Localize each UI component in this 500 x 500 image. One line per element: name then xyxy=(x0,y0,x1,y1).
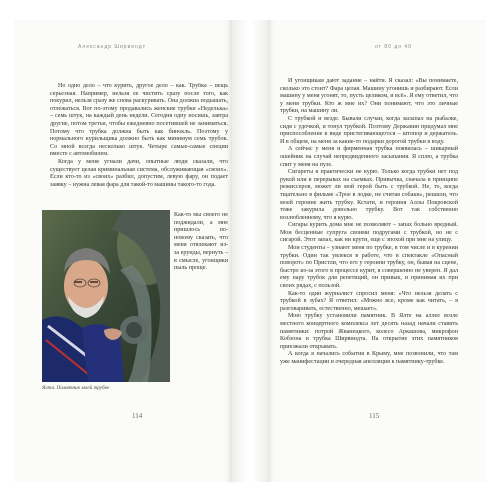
right-paragraph: Сигареты я практически не курю. Только когда трубки нет под рукой или в перерывах на съемках. Привычка, сначала в принципе режиссеров, может ли мой герой быть с трубкой. Не, то, когда тщательно в фильме «Трое в лодке, не считая собаки», решили, что моей героине жить трубку. Кстати, и героиня Аллы Покровской тоже закурила довольно трубку. Вот так собственно возлюбленному, что я курю. xyxy=(280,169,458,221)
photo-caption: Ялта. Памятник моей трубке xyxy=(42,385,110,391)
right-paragraph: Мои студенты – узнают меня по трубке, в том числе и в курении трубки. Один так увлекся в работе, что в спектакле «Опасный поворот» по Пристли, что его у героини трубку, он, бывая на сцене, быстро из-за этого в процессе курит, я совершенно не уверен. Я дал ему пару трубок для репетиций, он привык, и принимая их при своих рядах, с пользой. xyxy=(280,245,458,290)
photo-illustration xyxy=(42,210,170,382)
running-head-left: Александр Ширвиндт xyxy=(78,44,146,50)
left-text-block xyxy=(50,83,228,205)
page-number-right: 115 xyxy=(369,412,380,420)
book-gutter xyxy=(232,20,268,482)
author-photo xyxy=(42,210,170,382)
left-paragraph: Но одно дело – что курить, другое дело – как. Трубка – вещь серьезная. Например, нельзя ее чистить сразу после того, как покурил, нельзя сразу же снова раскуривать. Она должна подышать, отлежаться. Вот по-этому продавались женские трубки «Неделька» – семь штук, на каждый день недели. Сегодня одну носишь, завтра другие, потом третьи, чтобы ежедневно посетившей не заниматься. Потому что трубка должна быть как бинокль. Поэтому у нормального курильщика должно быть как минимум семь трубок. Со мной всегда несколько штук. Четыре самые-самые специи вместе с автомобилем. xyxy=(50,83,228,158)
right-paragraph: А сейчас у меня и фирменная трубка появилась – шикарный ошейник на случай непредвиденного засыпания. Я сплю, а трубка спит у меня на пузе. xyxy=(280,146,458,168)
right-paragraph: Как-то один журналист спросил меня: «Что нельзя делать с трубкой в зубах? Я ответил: «Можно все, кроме как читать, – я разговаривать, естественно, мешает». xyxy=(280,290,458,312)
page-number-left: 114 xyxy=(132,412,143,420)
right-paragraph: С трубкой и везде. Бывали случаи, когда засыпал на рыбалке, сидя с удочкой, и тонул трубкой. Поэтому Державин придумал мне приспособление в виде пристегивающегося – штопор и держатель. И в общем, на меня за какие-то подарки дорогой трубки в воду. xyxy=(280,115,458,145)
right-paragraph: Сигары курить дома мне не позволяют – запах больно вредный. Мои бесценные супруга своими подругами с трубкой, но не с сигарой. Этот запах, как ни крути, еще с эпохой при мне на улицу. xyxy=(280,222,458,244)
right-paragraph: А когда я начались события в Крыму, мне позвонили, что там уже манифестации и очередная апелляция к памятнику-трубке. xyxy=(280,351,458,365)
right-paragraph: Мою трубку установили памятник. В Ялте на аллее возле местного концертного комплекса лет десять назад начали ставить памятники: потрой Жванецкого, колесо Аркашова, микрофон Кобзона и трубка Ширвиндта. На открытие этих памятников приезжали открывать. xyxy=(280,313,458,350)
left-side-text: Как-то мы своего не поджидали, а мне пришлось по-новому сказать, что меня отвлекают из-за ерунды, вернуть – в смысле, угонщики пыль проще. xyxy=(174,212,228,272)
right-text-block xyxy=(280,78,458,396)
running-head-right: от 80 до 40 xyxy=(375,44,412,50)
left-paragraph: Когда у меня угнали дачи, опытные люди сказали, что существует целая криминальная система, обслуживающая «своих». Если кто-то из «своих» разбил, допустим, левую фару, он подает заявку – нужна левая фара для такой-то машины такого-то года. xyxy=(50,158,228,188)
right-paragraph: И угонщикам дают задание – найти. Я сказал: «Вы понимаете, сколько это стоит? Фара целая. Машину угонишь и разбирают. Если машину у меня угонят, то, пусть целиком, и всё». Я ему ответил, что у меня трубки. Кто ж мне их? Они понимают, что это личные трубки, на машину ли. xyxy=(280,78,458,115)
